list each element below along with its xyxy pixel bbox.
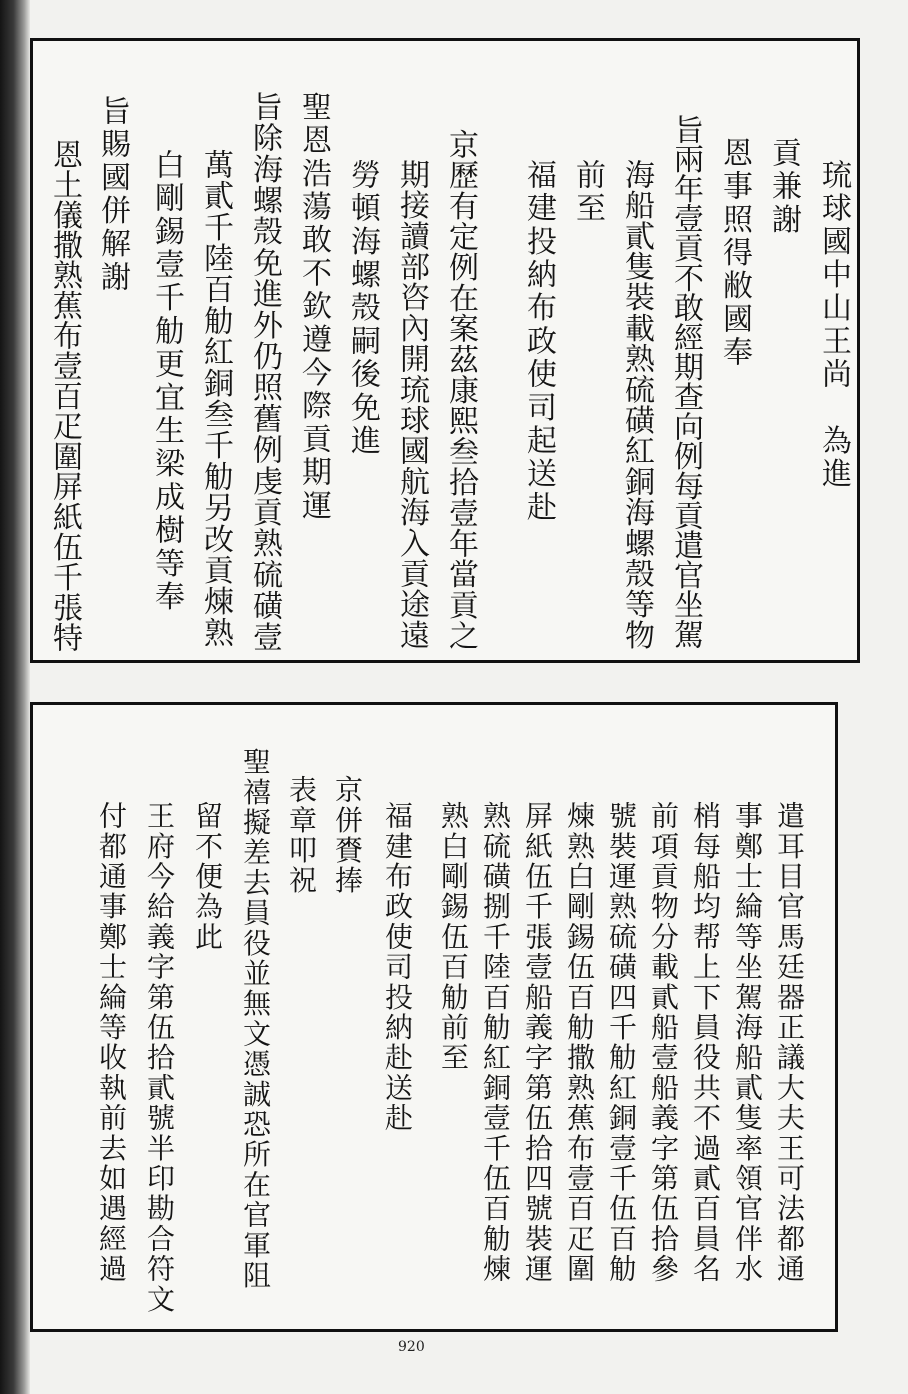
text-column: 煉熟白剛錫伍百觔撒熟蕉布壹百疋圍 — [563, 801, 596, 1285]
text-column: 梢每船均帮上下員役共不過貳百員名 — [689, 801, 722, 1285]
text-column: 號裝運熟硫磺四千觔紅銅壹千伍百觔 — [605, 801, 638, 1285]
document-panel-bottom — [30, 702, 838, 1332]
text-column: 海船貳隻裝載熟硫磺紅銅海螺殼等物 — [619, 159, 654, 651]
text-column: 福建布政使司投納赴送赴 — [381, 801, 414, 1134]
text-column: 前至 — [570, 159, 605, 226]
text-column: 留不便為此 — [191, 801, 224, 952]
text-column: 恩土儀撒熟蕉布壹百疋圍屏紙伍千張特 — [47, 139, 82, 653]
document-panel-top — [30, 38, 860, 663]
text-column: 福建投納布政使司起送赴 — [521, 159, 556, 525]
text-column: 恩事照得敝國奉 — [717, 137, 752, 370]
text-column: 表章叩祝 — [285, 775, 318, 896]
page-number: 920 — [398, 1339, 425, 1355]
text-column: 旨賜國併解謝 — [95, 95, 130, 295]
text-column: 期接讀部咨內開琉球國航海入貢途遠 — [394, 159, 429, 651]
text-column: 萬貳千陸百觔紅銅叁千觔另改貢煉熟 — [198, 149, 233, 649]
text-column: 付都通事鄭士綸等收執前去如遇經過 — [95, 801, 128, 1285]
text-column: 京歷有定例在案茲康熙叁拾壹年當貢之 — [443, 129, 478, 651]
text-column: 旨兩年壹貢不敢經期查向例每貢遣官坐駕 — [668, 114, 703, 649]
text-column: 遣耳目官馬廷器正議大夫王可法都通 — [773, 801, 806, 1285]
text-column: 熟白剛錫伍百觔前至 — [437, 801, 470, 1073]
text-column: 旨除海螺殼免進外仍照舊例虔貢熟硫磺壹 — [247, 91, 282, 653]
text-column: 聖恩浩蕩敢不欽遵今際貢期運 — [296, 91, 331, 523]
text-column: 貢兼謝 — [766, 137, 801, 237]
text-column: 聖禧擬差去員役並無文憑誠恐所在官軍阻 — [239, 747, 272, 1291]
text-column: 王府今給義字第伍拾貳號半印勘合符文 — [143, 801, 176, 1315]
text-column: 白剛錫壹千觔更宜生梁成樹等奉 — [149, 149, 184, 614]
text-column: 熟硫磺捌千陸百觔紅銅壹千伍百觔煉 — [479, 801, 512, 1285]
text-column: 勞頓海螺殼嗣後免進 — [345, 159, 380, 458]
text-column: 屏紙伍千張壹船義字第伍拾四號裝運 — [521, 801, 554, 1285]
book-spine-shadow — [0, 0, 30, 1394]
text-column: 前項貢物分載貳船壹船義字第伍拾參 — [647, 801, 680, 1285]
text-column: 京併賚捧 — [331, 775, 364, 896]
text-column: 事鄭士綸等坐駕海船貳隻率領官伴水 — [731, 801, 764, 1285]
text-column: 琉球國中山王尚 為進 — [816, 159, 851, 491]
